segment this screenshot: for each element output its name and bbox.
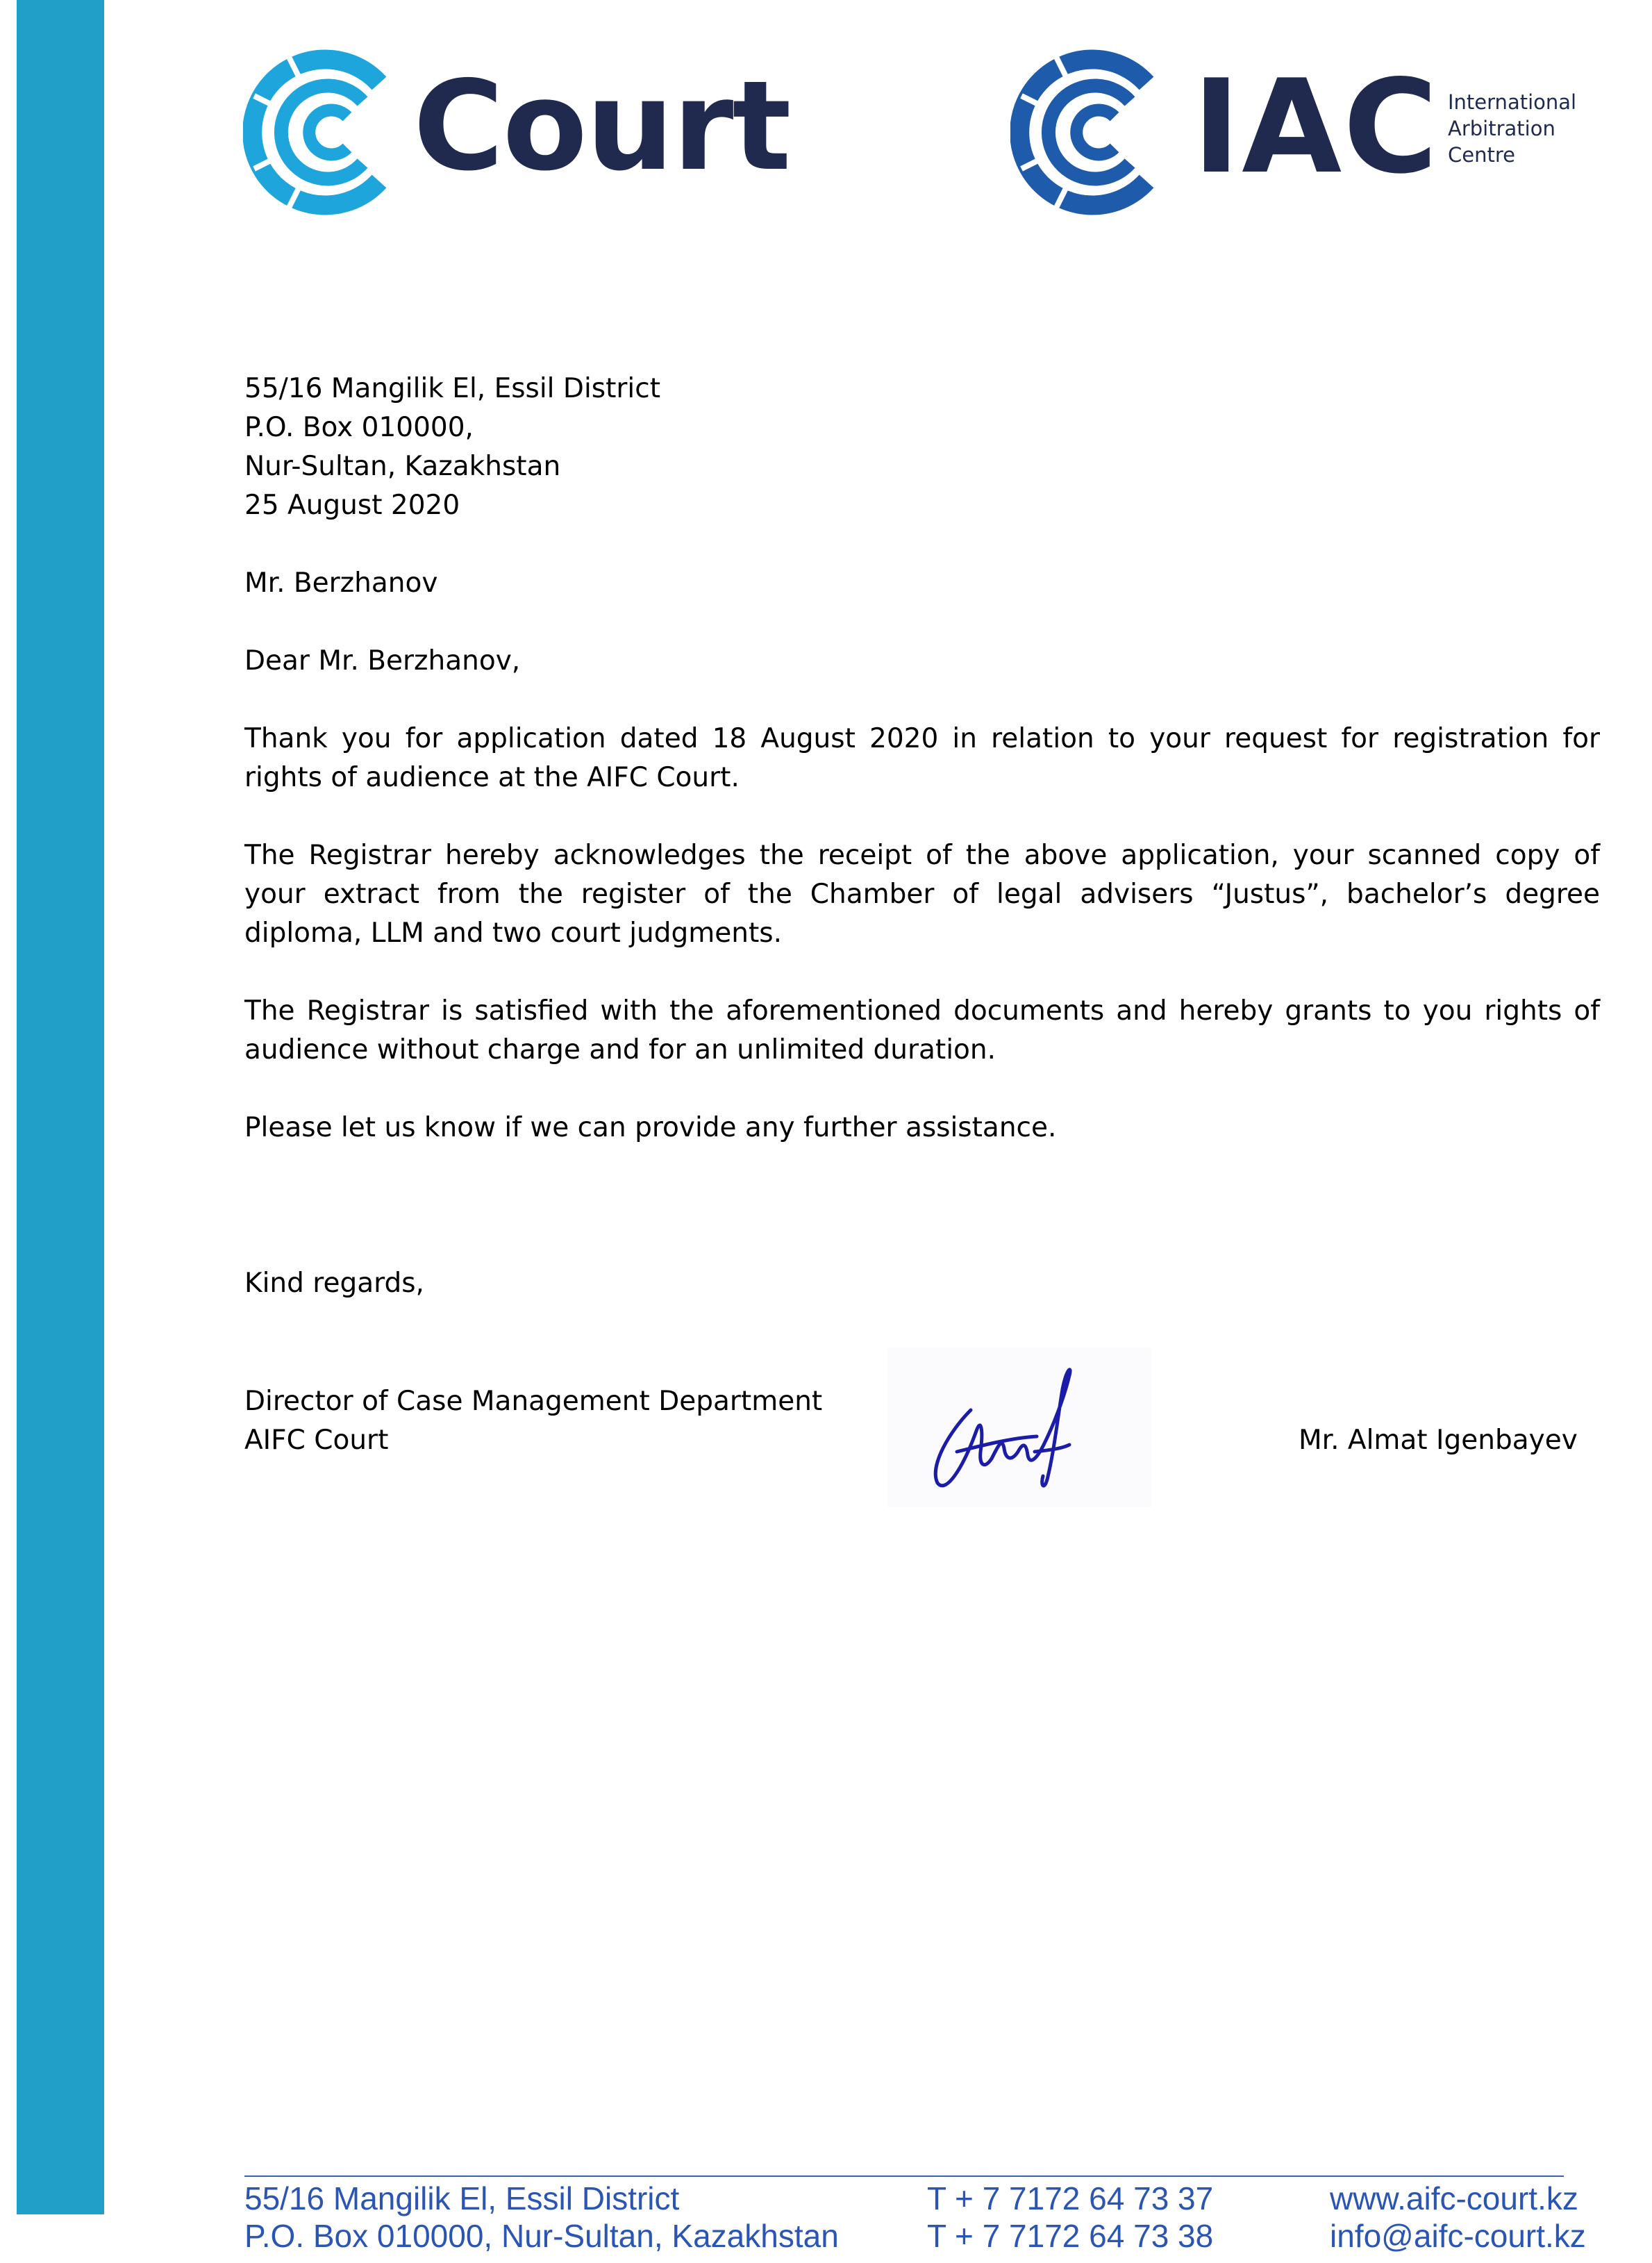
salutation: Dear Mr. Berzhanov, — [244, 645, 521, 677]
footer-email[interactable]: info@aifc-court.kz — [1330, 2218, 1586, 2254]
footer-contacts — [1330, 2180, 1586, 2255]
signer-block — [244, 1382, 822, 1460]
iac-subtitle-line: International — [1448, 90, 1577, 114]
iac-logo-text: IAC — [1192, 51, 1440, 202]
address-line: P.O. Box 010000, — [244, 412, 474, 443]
address-line: 55/16 Mangilik El, Essil District — [244, 373, 660, 404]
signer-name: Mr. Almat Igenbayev — [1299, 1425, 1578, 1456]
address-line: Nur-Sultan, Kazakhstan — [244, 451, 561, 482]
footer-address-line: P.O. Box 010000, Nur-Sultan, Kazakhstan — [244, 2218, 839, 2254]
closing: Kind regards, — [244, 1268, 424, 1299]
footer-address-line: 55/16 Mangilik El, Essil District — [244, 2180, 680, 2216]
footer-phone: T + 7 7172 64 73 38 — [927, 2218, 1214, 2254]
paragraph: The Registrar hereby acknowledges the receipt of the above application, your scanned copy of your extract from the register of the Chamber of legal advisers “Justus”, bachelor’s degree diploma, LLM and two court judgments. — [244, 840, 1600, 949]
signer-title: Director of Case Management Department — [244, 1386, 823, 1417]
court-logo-text: Court — [413, 54, 790, 198]
recipient: Mr. Berzhanov — [244, 567, 438, 599]
iac-emblem-icon — [1010, 47, 1177, 217]
court-emblem-icon — [243, 47, 410, 217]
iac-subtitle-line: Centre — [1448, 143, 1515, 167]
letter-body — [244, 370, 1600, 1303]
side-accent-bar-notch — [17, 2195, 104, 2214]
paragraph: The Registrar is satisfied with the aforementioned documents and hereby grants to you rights of audience without charge and for an unlimited duration. — [244, 995, 1600, 1066]
paragraph: Thank you for application dated 18 August 2020 in relation to your request for registration for rights of audience at the AIFC Court. — [244, 723, 1600, 793]
iac-subtitle-line: Arbitration — [1448, 117, 1555, 140]
iac-subtitle — [1448, 89, 1576, 168]
court-logo — [243, 47, 790, 217]
footer-website[interactable]: www.aifc-court.kz — [1330, 2180, 1578, 2216]
footer-address — [244, 2180, 839, 2255]
paragraph: Please let us know if we can provide any further assistance. — [244, 1112, 1057, 1143]
handwritten-signature — [887, 1348, 1151, 1507]
footer-divider — [244, 2175, 1564, 2177]
footer-phones — [927, 2180, 1213, 2255]
footer-phone: T + 7 7172 64 73 37 — [927, 2180, 1214, 2216]
signature-icon — [887, 1348, 1151, 1507]
letter-date: 25 August 2020 — [244, 490, 460, 521]
iac-logo — [1010, 47, 1594, 217]
side-accent-bar — [17, 0, 104, 2214]
signer-org: AIFC Court — [244, 1425, 389, 1456]
